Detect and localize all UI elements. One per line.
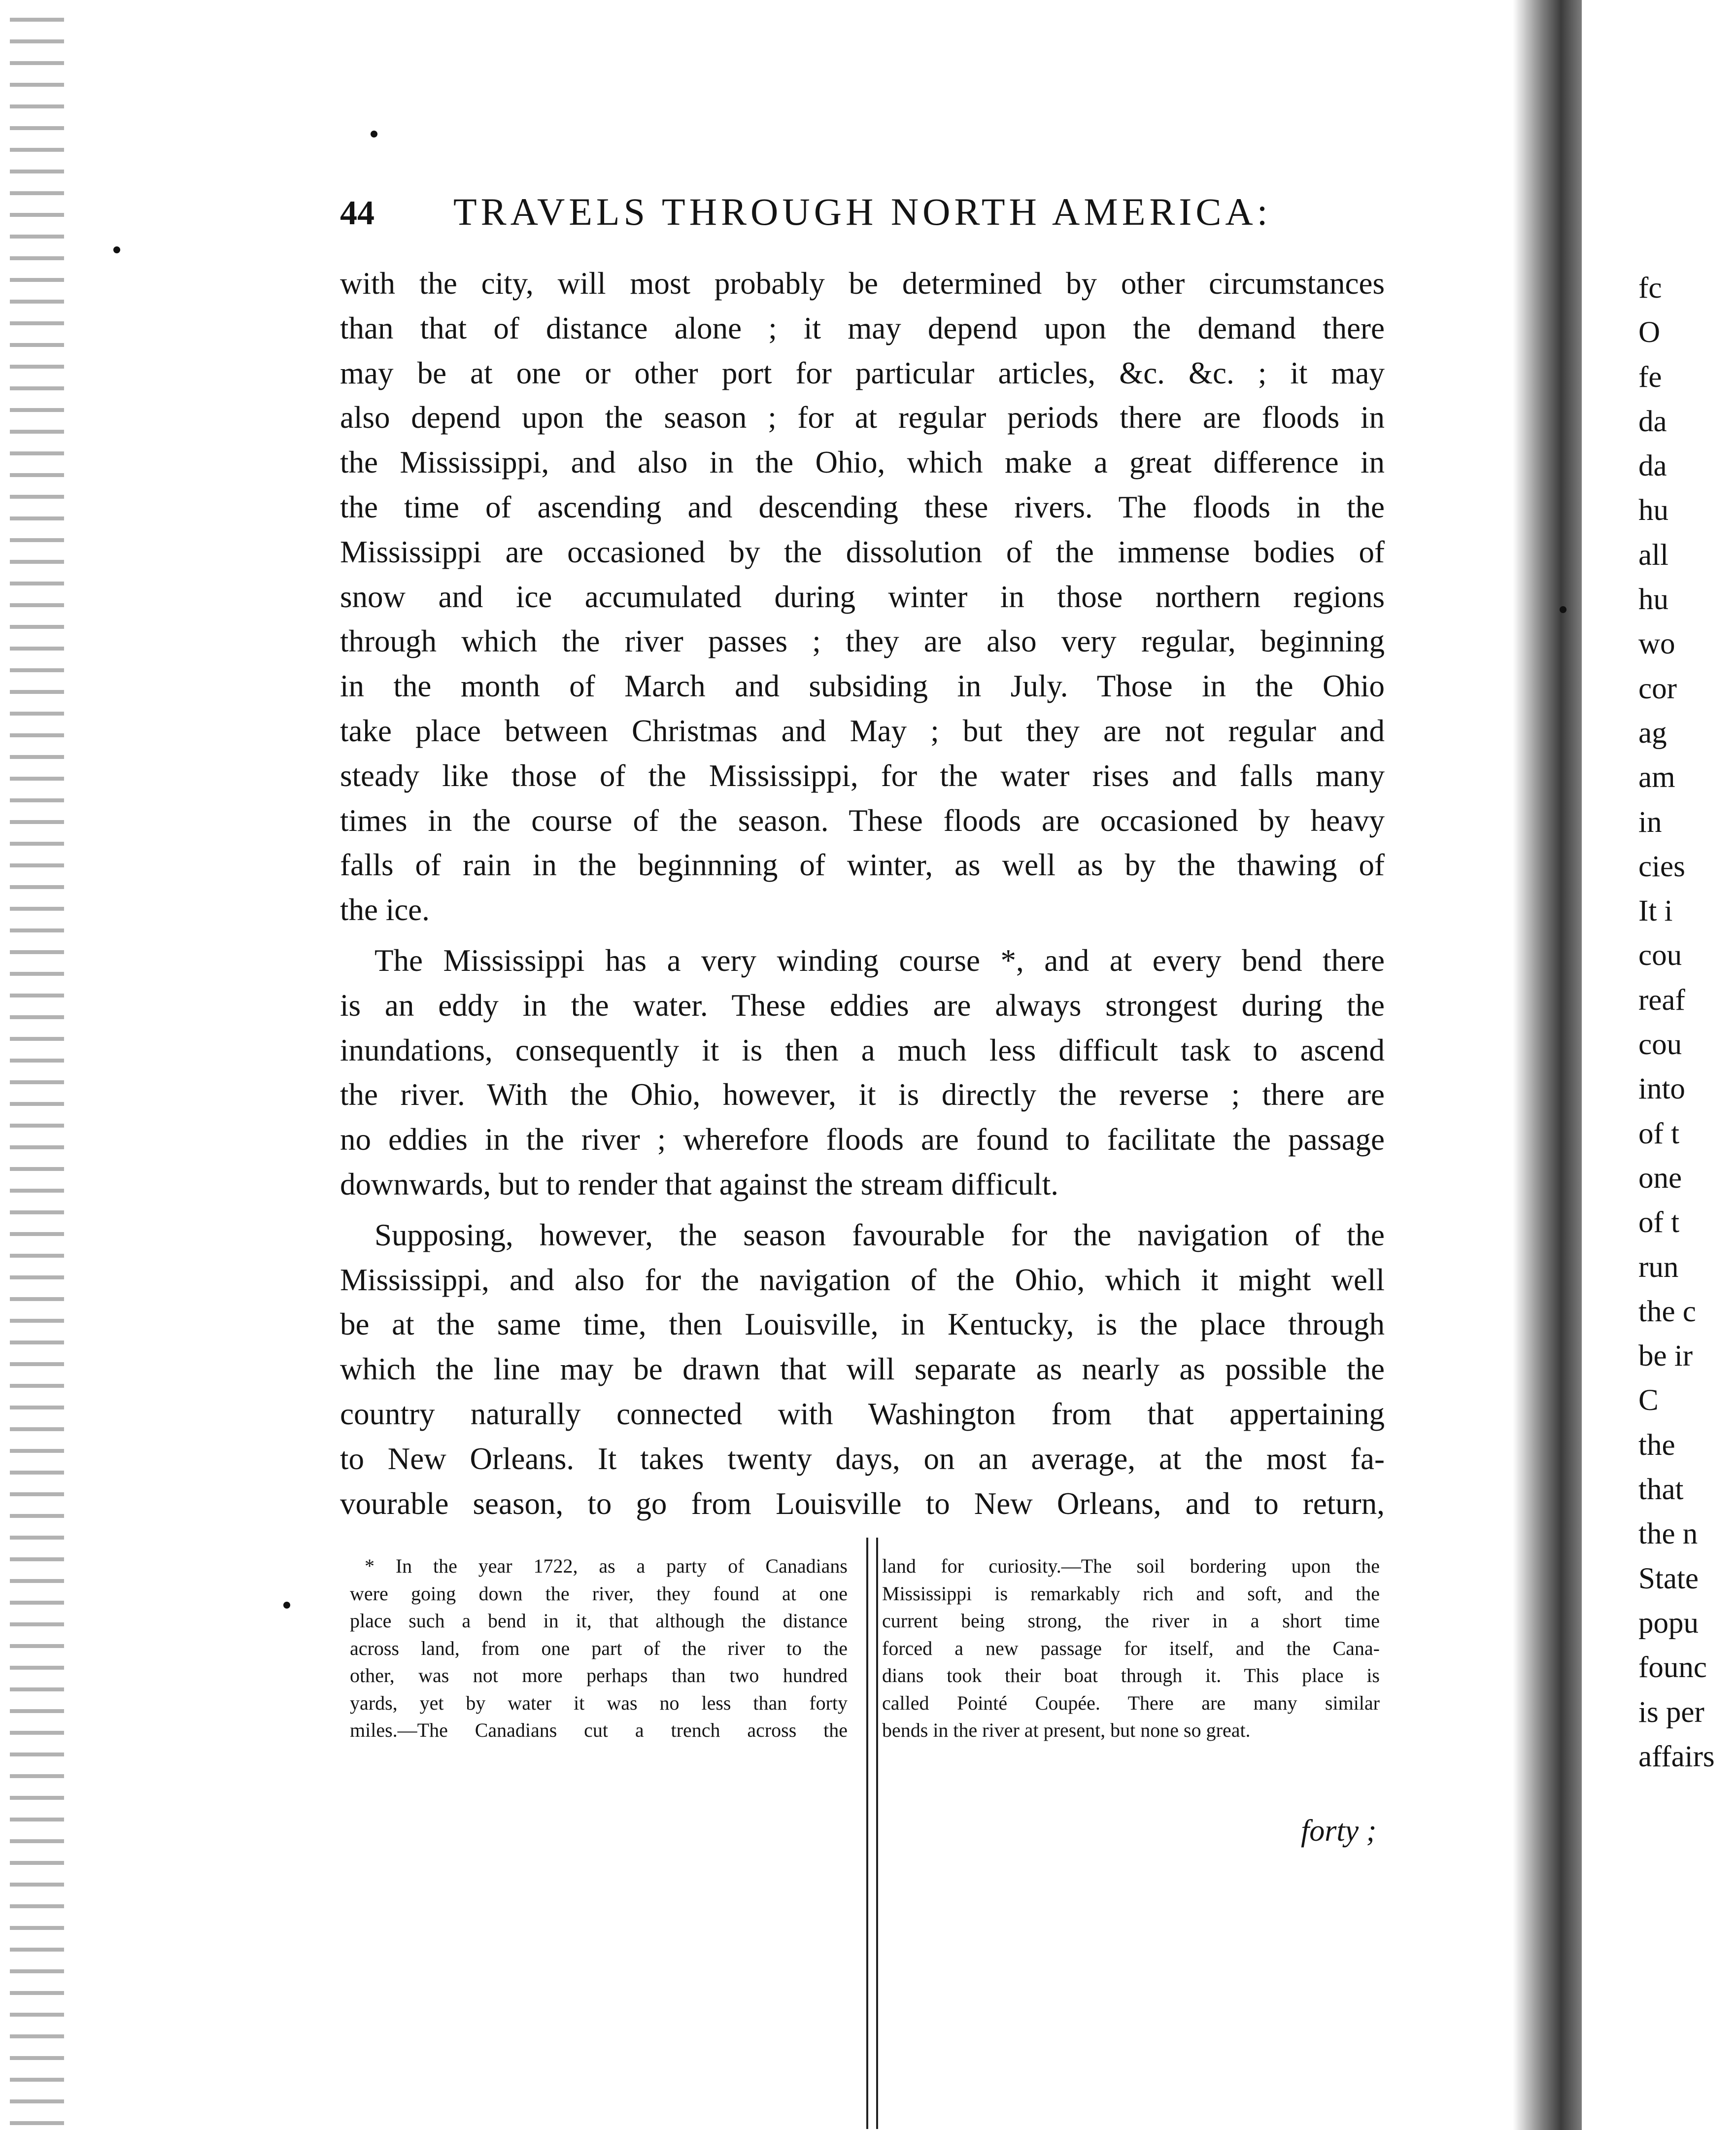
footnote-line: place such a bend in it, that although the distance xyxy=(350,1610,848,1632)
body-line: take place between Christmas and May ; but they are not regular and xyxy=(340,713,1385,748)
gutter-line xyxy=(866,1538,868,2129)
adjacent-page-line: that xyxy=(1638,1473,1684,1507)
body-line: Supposing, however, the season favourable for the navigation of the xyxy=(374,1217,1385,1252)
adjacent-page-line: founc xyxy=(1638,1651,1707,1684)
scan-left-edge-artifact xyxy=(10,0,64,2130)
gutter-line xyxy=(876,1538,878,2129)
adjacent-page-line: hu xyxy=(1638,494,1668,527)
body-line: the river. With the Ohio, however, it is directly the reverse ; there are xyxy=(340,1077,1385,1112)
adjacent-page-line: hu xyxy=(1638,583,1668,617)
footnote-column-right xyxy=(882,1552,1380,1744)
adjacent-page-line: cou xyxy=(1638,939,1682,972)
body-line: in the month of March and subsiding in July. Those in the Ohio xyxy=(340,669,1385,704)
body-line: than that of distance alone ; it may depend upon the demand there xyxy=(340,310,1385,345)
catchword: forty ; xyxy=(1301,1814,1377,1848)
footnote-line: forced a new passage for itself, and the Cana- xyxy=(882,1637,1380,1659)
adjacent-page-fragment xyxy=(1638,266,1736,1779)
footnote-line: miles.—The Canadians cut a trench across the xyxy=(350,1719,848,1741)
footnote-line: yards, yet by water it was no less than forty xyxy=(350,1691,848,1714)
adjacent-page-line: the xyxy=(1638,1428,1675,1462)
footnote-line: dians took their boat through it. This place is xyxy=(882,1664,1380,1686)
adjacent-page-line: ag xyxy=(1638,716,1667,750)
body-line: be at the same time, then Louisville, in Kentucky, is the place through xyxy=(340,1307,1385,1342)
body-line: country naturally connected with Washington from that appertaining xyxy=(340,1396,1385,1431)
adjacent-page-line: popu xyxy=(1638,1606,1699,1640)
body-line: also depend upon the season ; for at regular periods there are floods in xyxy=(340,400,1385,435)
adjacent-page-line: is per xyxy=(1638,1695,1704,1729)
adjacent-page-line: fc xyxy=(1638,272,1662,305)
adjacent-page-line: all xyxy=(1638,538,1668,572)
adjacent-page-line: State xyxy=(1638,1562,1699,1595)
running-header xyxy=(340,190,1385,244)
body-line: downwards, but to render that against the stream difficult. xyxy=(340,1167,1058,1202)
footnote-line: bends in the river at present, but none so great. xyxy=(882,1719,1251,1741)
adjacent-page-line: cou xyxy=(1638,1028,1682,1062)
body-line: steady like those of the Mississippi, for the water rises and falls many xyxy=(340,758,1385,793)
footnote-line: * In the year 1722, as a party of Canadians xyxy=(365,1555,848,1577)
adjacent-page-line: da xyxy=(1638,449,1667,483)
body-line: falls of rain in the beginnning of winter, as well as by the thawing of xyxy=(340,848,1385,883)
body-line: vourable season, to go from Louisville to New Orleans, and to return, xyxy=(340,1486,1385,1521)
footnote-line: other, was not more perhaps than two hundred xyxy=(350,1664,848,1686)
footnote-line: land for curiosity.—The soil bordering upon the xyxy=(882,1555,1380,1577)
footnote-line: across land, from one part of the river to the xyxy=(350,1637,848,1659)
adjacent-page-line: fe xyxy=(1638,360,1662,394)
adjacent-page-line: da xyxy=(1638,405,1667,438)
body-line: The Mississippi has a very winding course *, and at every bend there xyxy=(374,943,1385,978)
body-line: is an eddy in the water. These eddies are always strongest during the xyxy=(340,988,1385,1023)
adjacent-page-line: cies xyxy=(1638,850,1685,883)
running-title: TRAVELS THROUGH NORTH AMERICA: xyxy=(453,190,1272,233)
body-line: inundations, consequently it is then a much less difficult task to ascend xyxy=(340,1032,1385,1067)
body-line: Mississippi are occasioned by the dissolution of the immense bodies of xyxy=(340,534,1385,569)
adjacent-page-line: the c xyxy=(1638,1295,1696,1328)
body-line: may be at one or other port for particular articles, &c. &c. ; it may xyxy=(340,355,1385,390)
adjacent-page-line: of t xyxy=(1638,1206,1680,1239)
adjacent-page-line: reaf xyxy=(1638,983,1685,1017)
scan-speck xyxy=(371,131,377,137)
adjacent-page-line: It i xyxy=(1638,894,1673,928)
scan-speck xyxy=(113,246,120,253)
body-line: the ice. xyxy=(340,893,430,928)
adjacent-page-line: O xyxy=(1638,316,1661,349)
adjacent-page-line: into xyxy=(1638,1072,1685,1106)
adjacent-page-line: one xyxy=(1638,1161,1682,1195)
body-line: snow and ice accumulated during winter in those northern regions xyxy=(340,579,1385,614)
adjacent-page-line: in xyxy=(1638,805,1662,839)
scan-speck xyxy=(283,1602,290,1609)
adjacent-page-line: wo xyxy=(1638,627,1675,661)
body-line: the time of ascending and descending these rivers. The floods in the xyxy=(340,489,1385,524)
footnote-line: current being strong, the river in a short time xyxy=(882,1610,1380,1632)
page-number: 44 xyxy=(340,194,374,232)
adjacent-page-line: be ir xyxy=(1638,1340,1693,1373)
adjacent-page-line: the n xyxy=(1638,1517,1698,1551)
adjacent-page-line: run xyxy=(1638,1250,1679,1284)
body-line: to New Orleans. It takes twenty days, on an average, at the most fa- xyxy=(340,1441,1385,1476)
body-line: which the line may be drawn that will separate as nearly as possible the xyxy=(340,1352,1385,1387)
adjacent-page-line: affairs xyxy=(1638,1740,1715,1773)
binding-shadow xyxy=(1513,0,1582,2130)
scan-speck xyxy=(1560,606,1566,613)
adjacent-page-line: of t xyxy=(1638,1117,1680,1150)
body-text xyxy=(340,261,1385,1526)
adjacent-page-line: am xyxy=(1638,761,1675,794)
footnote-line: were going down the river, they found at one xyxy=(350,1582,848,1605)
footnote-line: called Pointé Coupée. There are many similar xyxy=(882,1691,1380,1714)
footnote-line: Mississippi is remarkably rich and soft, and the xyxy=(882,1582,1380,1605)
body-line: through which the river passes ; they are also very regular, beginning xyxy=(340,624,1385,659)
footnote-column-left xyxy=(350,1552,848,1744)
adjacent-page-line: C xyxy=(1638,1384,1659,1417)
body-line: times in the course of the season. These floods are occasioned by heavy xyxy=(340,803,1385,838)
body-line: the Mississippi, and also in the Ohio, which make a great difference in xyxy=(340,445,1385,480)
body-line: with the city, will most probably be determined by other circumstances xyxy=(340,266,1385,301)
body-line: Mississippi, and also for the navigation of the Ohio, which it might well xyxy=(340,1262,1385,1297)
adjacent-page-line: cor xyxy=(1638,672,1677,705)
body-line: no eddies in the river ; wherefore floods are found to facilitate the passage xyxy=(340,1122,1385,1157)
